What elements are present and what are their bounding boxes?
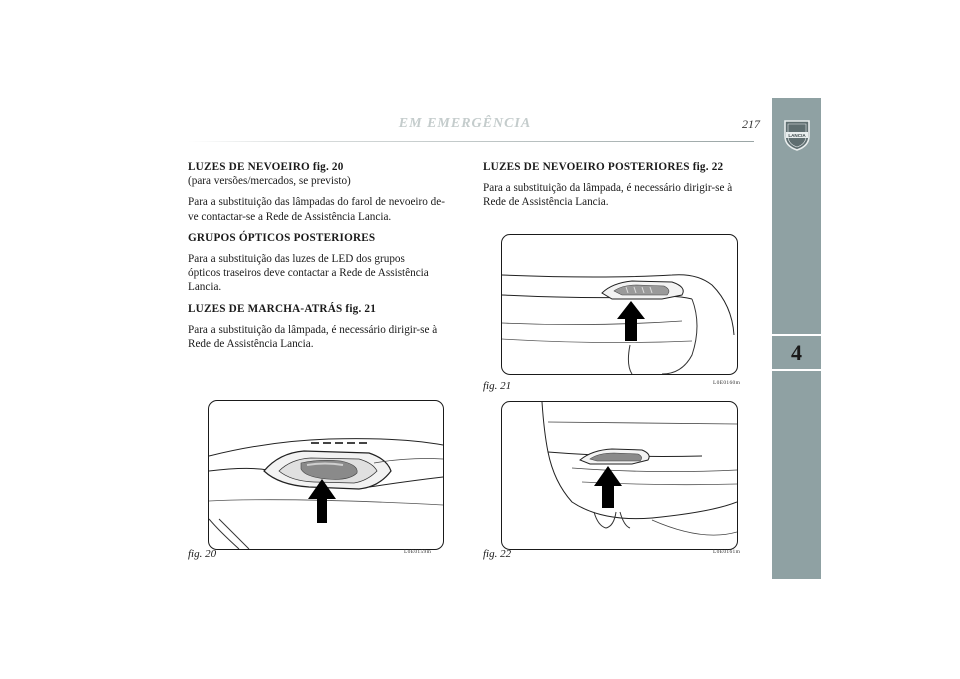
tab-separator [772,334,821,336]
section-heading-reverse-lights: LUZES DE MARCHA-ATRÁS fig. 21 [188,302,377,315]
header-rule [188,141,754,142]
body-line: Para a substituição da lâmpada, é necessário dirigir-se à [483,182,733,195]
body-line: Rede de Assistência Lancia. [188,338,314,351]
body-line: Para a substituição das lâmpadas do farol de nevoeiro de- [188,196,445,209]
section-note: (para versões/mercados, se previsto) [188,175,351,188]
section-heading-rear-optical-groups: GRUPOS ÓPTICOS POSTERIORES [188,231,376,244]
left-column [188,160,464,351]
section-heading-rear-fog-lights: LUZES DE NEVOEIRO POSTERIORES fig. 22 [483,161,724,173]
chapter-side-tab[interactable] [772,98,821,579]
figure-21-code: L0E0160m [713,380,741,386]
section-title: EM EMERGÊNCIA [398,116,532,131]
figure-20-illustration [208,400,444,550]
arrow-up-icon [594,466,622,508]
section-heading-fog-lights: LUZES DE NEVOEIRO fig. 20 [188,161,344,173]
svg-text:LANCIA: LANCIA [788,133,806,138]
figure-21-illustration [501,234,738,375]
tab-separator [772,369,821,371]
figure-21-caption: fig. 21 [483,380,512,392]
arrow-up-icon [617,301,645,341]
right-column [483,160,759,210]
figure-20-code: L0E0159m [404,549,432,555]
body-line: Lancia. [188,281,222,294]
body-line: Para a substituição das luzes de LED dos grupos [188,253,405,266]
body-line: Rede de Assistência Lancia. [483,196,609,209]
figure-20-caption: fig. 20 [188,548,217,560]
lancia-logo [782,118,812,152]
figure-22-caption: fig. 22 [483,548,512,560]
chapter-number[interactable]: 4 [791,340,802,365]
body-line: Para a substituição da lâmpada, é necessário dirigir-se à [188,323,438,336]
figure-22-illustration [501,401,738,550]
body-line: ve contactar-se a Rede de Assistência Lancia. [188,210,392,223]
body-line: ópticos traseiros deve contactar a Rede de Assistência [188,267,429,280]
figure-22-code: L0E0161m [713,549,741,555]
page-number: 217 [742,117,760,131]
